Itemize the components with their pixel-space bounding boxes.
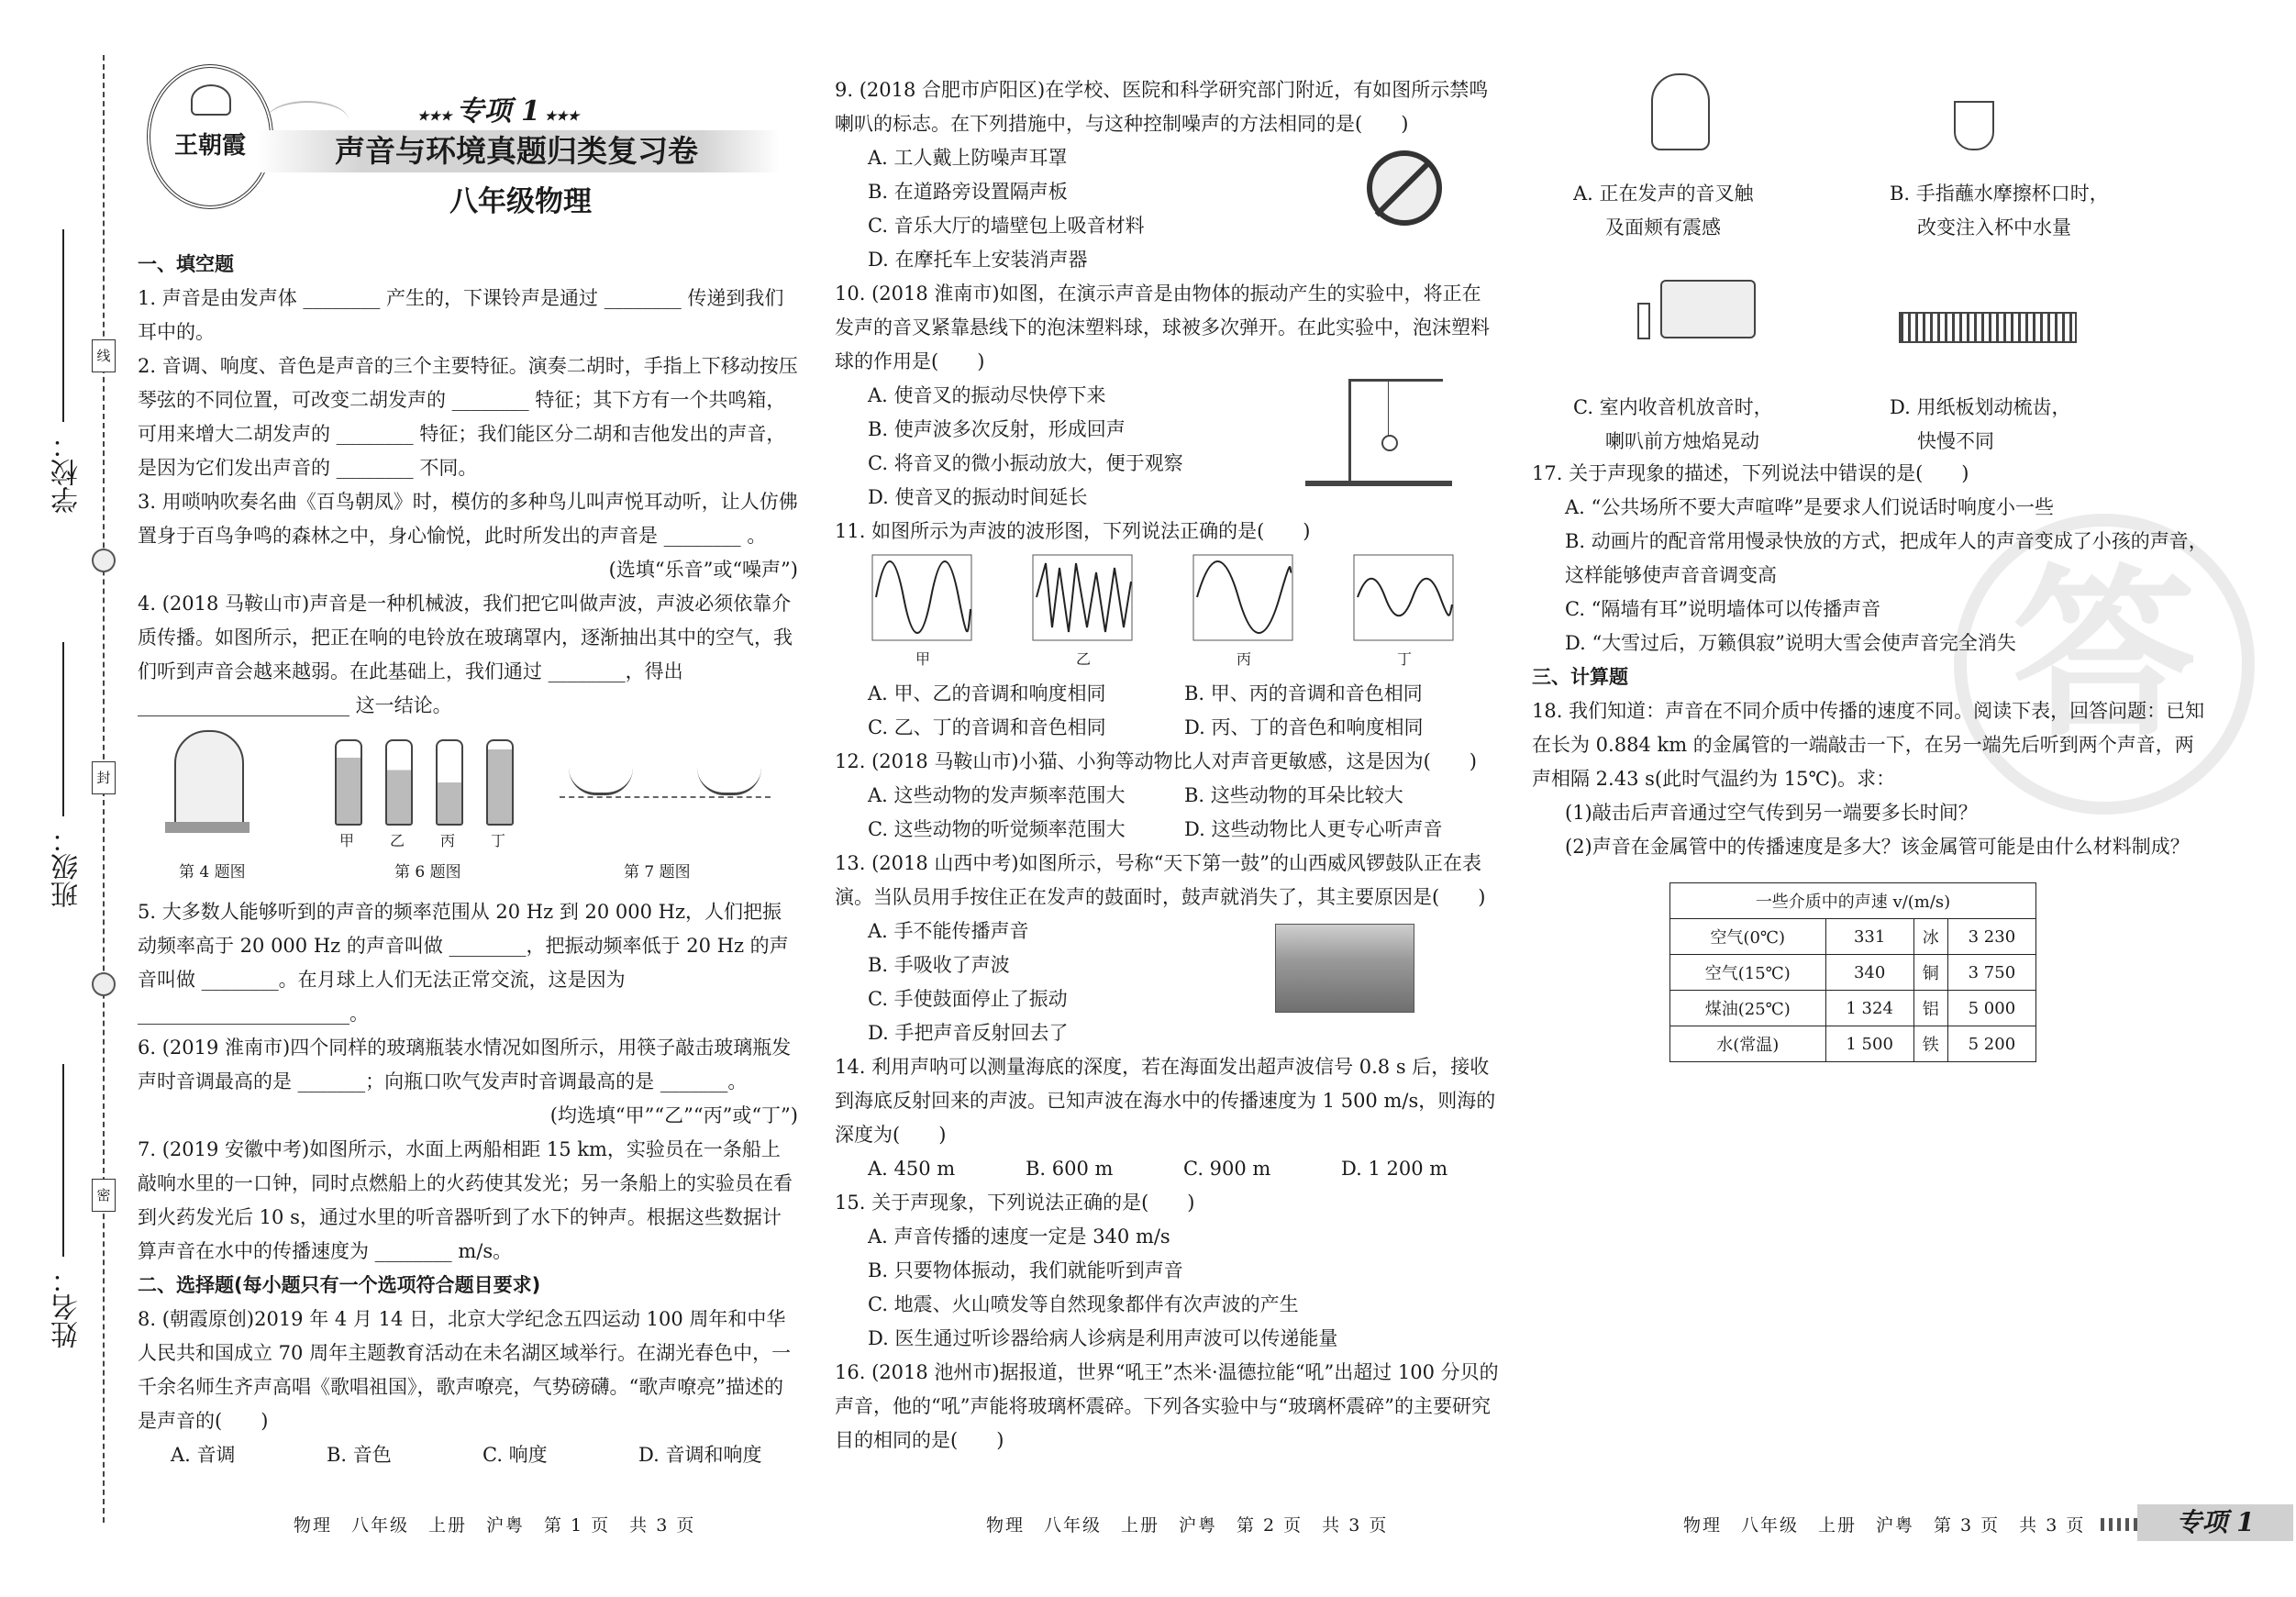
- q16a-line1: A. 正在发声的音叉触: [1573, 183, 1754, 205]
- table-cell: 5 000: [1947, 991, 2035, 1026]
- name-label: 姓名：: [51, 1266, 83, 1348]
- fig4-caption: 第 4 题图: [179, 863, 246, 882]
- option: C. 手使鼓面停止了振动: [868, 988, 1068, 1010]
- q16c-line2: 喇叭前方烛焰晃动: [1605, 430, 1759, 452]
- waveform-yi: [1032, 554, 1133, 641]
- table-cell: 3 750: [1947, 955, 2035, 991]
- option: B. 音色: [327, 1444, 392, 1466]
- option: D. 1 200 m: [1341, 1158, 1448, 1180]
- option: A. 甲、乙的音调和响度相同: [868, 682, 1106, 704]
- bottle-label: 丙: [440, 832, 456, 849]
- q16-figures: [1532, 64, 2211, 452]
- footer-page-1: 物理 八年级 上册 沪粤 第 1 页 共 3 页: [294, 1515, 696, 1536]
- page-subtitle: 八年级物理: [449, 185, 592, 218]
- option: D. 使音叉的振动时间延长: [868, 486, 1088, 508]
- waveform-bing: [1192, 554, 1293, 641]
- waveform-label: 丙: [1237, 650, 1252, 668]
- table-cell: 铁: [1913, 1026, 1947, 1062]
- class-label: 班级：: [51, 826, 83, 908]
- xian-marker: 线: [92, 339, 116, 372]
- table-cell: 铝: [1913, 991, 1947, 1026]
- q16b-line2: 改变注入杯中水量: [1917, 216, 2071, 238]
- option: C. 900 m: [1183, 1158, 1271, 1180]
- table-cell: 空气(15℃): [1670, 955, 1826, 991]
- logo-badge-icon: [147, 64, 273, 209]
- option: C. 音乐大厅的墙壁包上吸音材料: [868, 215, 1145, 237]
- special-tag-text: 专项 1: [456, 95, 540, 128]
- table-cell: 铜: [1913, 955, 1947, 991]
- waveform-label: 丁: [1397, 650, 1413, 668]
- mi-marker: 密: [92, 1179, 116, 1212]
- q16c-line1: C. 室内收音机放音时，: [1573, 396, 1773, 418]
- bottle-icon: [436, 739, 463, 826]
- stars-left-icon: ★★★: [417, 109, 457, 124]
- logo-crown-icon: [191, 84, 231, 116]
- bottle-label: 甲: [339, 832, 355, 849]
- option: B. 动画片的配音常用慢录快放的方式，把成年人的声音变成了小孩的声音，这样能够使声音音调变高: [1565, 530, 2208, 586]
- header-banner: [128, 64, 807, 220]
- figure-row: [138, 730, 798, 895]
- boat-icon: [569, 767, 633, 795]
- bell-jar-icon: [174, 730, 244, 826]
- option: B. 使声波多次反射，形成回声: [868, 418, 1126, 440]
- table-cell: 3 230: [1947, 919, 2035, 955]
- question-14: 14. 利用声呐可以测量海底的深度，若在海面发出超声波信号 0.8 s 后，接收到海底反射回来的声波。已知声波在海水中的传播速度为 1 500 m/s，则海的深度为( ): [835, 1056, 1496, 1146]
- waveform-label: 乙: [1076, 650, 1092, 668]
- option: B. 600 m: [1026, 1158, 1114, 1180]
- question-5: 5. 大多数人能够听到的声音的频率范围从 20 Hz 到 20 000 Hz，人们把振动频率高于 20 000 Hz 的声音叫做 ________，把振动频率低于 20 Hz 的声音叫做 ________。在月球上人们无法正常交流，这是因为 ______________________。: [138, 901, 789, 1025]
- option: C. 这些动物的听觉频率范围大: [868, 818, 1126, 840]
- option: D. 手把声音反射回去了: [868, 1022, 1069, 1044]
- name-underline: [62, 1064, 64, 1257]
- option: A. 这些动物的发声频率范围大: [868, 784, 1126, 806]
- option: B. 手吸收了声波: [868, 954, 1010, 976]
- column-1: [138, 248, 798, 1472]
- option: A. 450 m: [868, 1158, 956, 1180]
- table-cell: 冰: [1913, 919, 1947, 955]
- option: C. 响度: [482, 1444, 548, 1466]
- table-cell: 煤油(25℃): [1670, 991, 1826, 1026]
- page-title: 声音与环境真题归类复习卷: [335, 133, 698, 169]
- option: C. 将音叉的微小振动放大，便于观察: [868, 452, 1183, 474]
- question-1: 1. 声音是由发声体 ________ 产生的，下课铃声是通过 ________ 传递到我们耳中的。: [138, 287, 784, 343]
- option: D. 音调和响度: [638, 1444, 762, 1466]
- table-cell: 5 200: [1947, 1026, 2035, 1062]
- question-3-hint: (选填“乐音”或“噪声”): [608, 559, 798, 581]
- bottle-icon: [486, 739, 514, 826]
- feng-marker: 封: [92, 761, 116, 794]
- section-fill-blank: 一、填空题: [138, 253, 234, 275]
- question-16: 16. (2018 池州市)据报道，世界“吼王”杰米·温德拉能“吼”出超过 100 分贝的声音，他的“吼”声能将玻璃杯震碎。下列各实验中与“玻璃杯震碎”的主要研究目的相同的是( ): [835, 1361, 1499, 1451]
- sound-speed-table: [1669, 882, 2036, 1062]
- bottle-icon: [385, 739, 413, 826]
- question-18-part-2: (2)声音在金属管中的传播速度是多大？该金属管可能是由什么材料制成？: [1565, 836, 2190, 858]
- q16b-line1: B. 手指蘸水摩擦杯口时，: [1890, 183, 2109, 205]
- option: D. 丙、丁的音色和响度相同: [1184, 716, 1424, 738]
- person-tuning-fork-icon: [1651, 73, 1710, 150]
- question-11: 11. 如图所示为声波的波形图，下列说法正确的是( ): [835, 520, 1311, 542]
- question-10: 10. (2018 淮南市)如图，在演示声音是由物体的振动产生的实验中，将正在发声的音叉紧靠悬线下的泡沫塑料球，球被多次弹开。在此实验中，泡沫塑料球的作用是( ): [835, 283, 1490, 372]
- q16d-line1: D. 用纸板划动梳齿，: [1890, 396, 2071, 418]
- option: B. 只要物体振动，我们就能听到声音: [868, 1259, 1183, 1281]
- drum-team-photo: [1275, 924, 1414, 1013]
- waveform-ding: [1353, 554, 1454, 641]
- table-cell: 空气(0℃): [1670, 919, 1826, 955]
- question-18: 18. 我们知道：声音在不同介质中传播的速度不同。阅读下表，回答问题：已知在长为 0.884 km 的金属管的一端敲击一下，在另一端先后听到两个声音，两声相隔 2.43 s(此时气温约为 15℃)。求：: [1532, 700, 2205, 790]
- table-row: [1670, 1026, 2036, 1062]
- footer-page-3: 物理 八年级 上册 沪粤 第 3 页 共 3 页: [1683, 1515, 2086, 1536]
- school-underline: [62, 229, 64, 422]
- bottle-label: 丁: [491, 832, 506, 849]
- option: D. 在摩托车上安装消声器: [868, 249, 1088, 271]
- question-13: 13. (2018 山西中考)如图所示，号称“天下第一鼓”的山西威风锣鼓队正在表演。当队员用手按住正在发声的鼓面时，鼓声就消失了，其主要原因是( ): [835, 852, 1486, 908]
- candle-icon: [1637, 303, 1650, 339]
- question-3: 3. 用唢呐吹奏名曲《百鸟朝凤》时，模仿的多种鸟儿叫声悦耳动听，让人仿佛置身于百鸟争鸣的森林之中，身心愉悦，此时所发出的声音是 ________ 。: [138, 491, 798, 547]
- no-horn-sign-icon: [1367, 150, 1442, 226]
- option: A. 声音传播的速度一定是 340 m/s: [868, 1225, 1170, 1248]
- table-title-row: [1670, 883, 2036, 919]
- question-2: 2. 音调、响度、音色是声音的三个主要特征。演奏二胡时，手指上下移动按压琴弦的不同位置，可改变二胡发声的 ________ 特征；其下方有一个共鸣箱，可用来增大二胡发声的 ________ 特征；我们能区分二胡和吉他发出的声音，是因为它们发出声音的 ________ 不同。: [138, 355, 798, 479]
- question-12: 12. (2018 马鞍山市)小猫、小狗等动物比人对声音更敏感，这是因为( ): [835, 750, 1477, 772]
- q16a-line2: 及面颊有震感: [1605, 216, 1721, 238]
- fig6-caption: 第 6 题图: [394, 863, 461, 882]
- option: D. “大雪过后，万籁俱寂”说明大雪会使声音完全消失: [1565, 632, 2016, 654]
- q16d-line2: 快慢不同: [1917, 430, 1994, 452]
- binding-hole-icon: [92, 549, 116, 572]
- question-8: 8. (朝霞原创)2019 年 4 月 14 日，北京大学纪念五四运动 100 周年和中华人民共和国成立 70 周年主题教育活动在未名湖区域举行。在湖光春色中，一千余名师生齐声高唱《歌唱祖国》，歌声嘹亮，气势磅礴。“歌声嘹亮”描述的是声音的( ): [138, 1308, 792, 1432]
- question-7: 7. (2019 安徽中考)如图所示，水面上两船相距 15 km，实验员在一条船上敲响水里的一口钟，同时点燃船上的火药使其发光；另一条船上的实验员在看到火药发光后 10 s，通过水里的听音器听到了水下的钟声。根据这些数据计算声音在水中的传播速度为 ________ m/s。: [138, 1138, 793, 1262]
- question-9: 9. (2018 合肥市庐阳区)在学校、医院和科学研究部门附近，有如图所示禁鸣喇叭的标志。在下列措施中，与这种控制噪声的方法相同的是( ): [835, 79, 1489, 135]
- question-6-hint: (均选填“甲”“乙”“丙”或“丁”): [549, 1104, 798, 1126]
- option: A. 工人戴上防噪声耳罩: [868, 147, 1068, 169]
- waveform-label: 甲: [915, 650, 931, 668]
- option: A. 音调: [171, 1444, 236, 1466]
- table-cell: 331: [1825, 919, 1913, 955]
- option: C. 乙、丁的音调和音色相同: [868, 716, 1106, 738]
- table-row: [1670, 919, 2036, 955]
- table-cell: 1 500: [1825, 1026, 1913, 1062]
- waveform-row: [835, 554, 1500, 671]
- table-cell: 水(常温): [1670, 1026, 1826, 1062]
- question-6: 6. (2019 淮南市)四个同样的玻璃瓶装水情况如图所示，用筷子敲击玻璃瓶发声时音调最高的是 _______；向瓶口吹气发声时音调最高的是 _______。: [138, 1037, 792, 1092]
- special-tag: [417, 88, 579, 128]
- column-2: [835, 73, 1500, 1458]
- option: C. 地震、火山喷发等自然现象都伴有次声波的产生: [868, 1293, 1299, 1315]
- question-18-part-1: (1)敲击后声音通过空气传到另一端要多长时间？: [1565, 802, 1978, 824]
- jar-base-icon: [165, 822, 250, 833]
- wine-glass-icon: [1954, 101, 1994, 150]
- water-line: [560, 796, 771, 798]
- tuning-fork-stand-icon: [1348, 379, 1443, 482]
- logo-text: 王朝霞: [173, 132, 246, 160]
- corner-tag: 专项 1: [2137, 1504, 2293, 1541]
- binding-hole-icon: [92, 972, 116, 996]
- option: B. 甲、丙的音调和音色相同: [1184, 682, 1423, 704]
- option: B. 这些动物的耳朵比较大: [1184, 784, 1403, 806]
- radio-icon: [1660, 280, 1756, 338]
- option: C. “隔墙有耳”说明墙体可以传播声音: [1565, 598, 1881, 620]
- question-15: 15. 关于声现象，下列说法正确的是( ): [835, 1192, 1195, 1214]
- question-4: 4. (2018 马鞍山市)声音是一种机械波，我们把它叫做声波，声波必须依靠介质传播。如图所示，把正在响的电铃放在玻璃罩内，逐渐抽出其中的空气，我们听到声音会越来越弱。在此基础上，我们通过 ________，得出 ______________________ 这一结论。: [138, 593, 793, 716]
- table-cell: 1 324: [1825, 991, 1913, 1026]
- table-cell: 340: [1825, 955, 1913, 991]
- stars-right-icon: ★★★: [539, 109, 580, 124]
- question-8-options: [138, 1438, 798, 1472]
- option: B. 在道路旁设置隔声板: [868, 181, 1068, 203]
- footer-page-2: 物理 八年级 上册 沪粤 第 2 页 共 3 页: [986, 1515, 1389, 1536]
- table-title: 一些介质中的声速 v/(m/s): [1670, 883, 2036, 919]
- section-choice: 二、选择题(每小题只有一个选项符合题目要求): [138, 1274, 541, 1296]
- comb-icon: [1899, 312, 2077, 343]
- class-underline: [62, 642, 64, 816]
- watermark-stamp: 答: [1954, 514, 2255, 815]
- school-label: 学校：: [51, 431, 83, 514]
- waveform-jia: [871, 554, 972, 641]
- boat-icon: [697, 767, 761, 795]
- option: A. 使音叉的振动尽快停下来: [868, 384, 1106, 406]
- bottle-icon: [335, 739, 362, 826]
- bottle-label: 乙: [390, 832, 405, 849]
- option: A. 手不能传播声音: [868, 920, 1029, 942]
- section-calculation: 三、计算题: [1532, 666, 1628, 688]
- option: A. “公共场所不要大声喧哗”是要求人们说话时响度小一些: [1565, 496, 2054, 518]
- table-row: [1670, 955, 2036, 991]
- option: D. 医生通过听诊器给病人诊病是利用声波可以传递能量: [868, 1327, 1338, 1349]
- question-17: 17. 关于声现象的描述，下列说法中错误的是( ): [1532, 462, 1969, 484]
- fig7-caption: 第 7 题图: [624, 863, 691, 882]
- table-row: [1670, 991, 2036, 1026]
- option: D. 这些动物比人更专心听声音: [1184, 818, 1443, 840]
